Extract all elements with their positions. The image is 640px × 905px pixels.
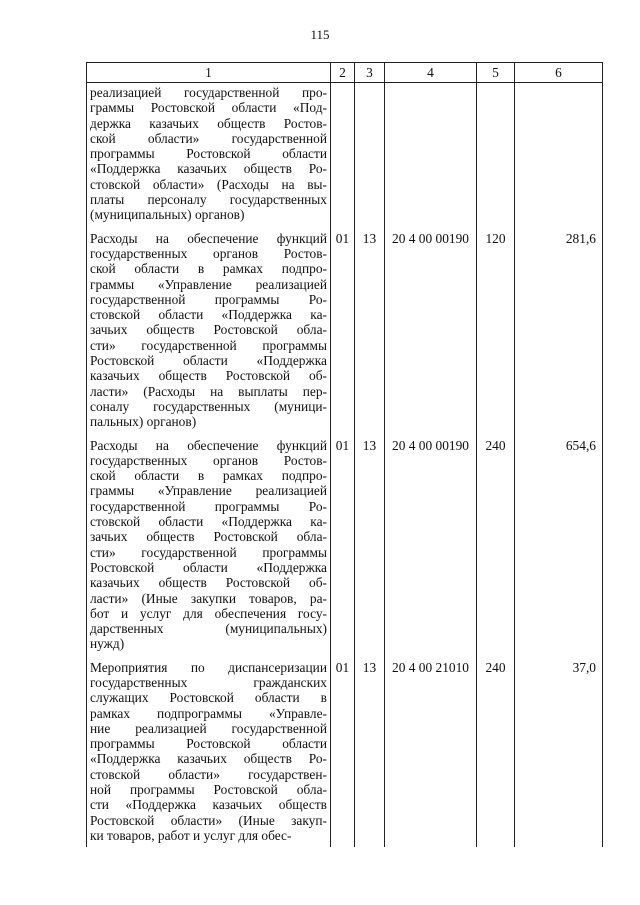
section-code: 01 (331, 660, 355, 848)
header-row (87, 63, 603, 83)
section-code: 01 (331, 231, 355, 438)
header-cell-2: 2 (331, 63, 355, 83)
description-line: платы персоналу государственных (90, 192, 327, 208)
header-cell-5: 5 (477, 63, 515, 83)
description-line: граммы «Управление реализацией (90, 483, 327, 499)
expense-type-code: 120 (477, 231, 515, 438)
description-line: сти» государственной программы (90, 544, 327, 560)
description-line: государственных гражданских (90, 674, 327, 690)
description-line: соналу государственных (муници- (90, 398, 327, 414)
description-line: Мероприятия по диспансеризации (90, 659, 327, 675)
row-description (87, 660, 331, 848)
table-row (87, 231, 603, 438)
description-line: программы Ростовской области (90, 146, 327, 162)
description-line: бот и услуг для обеспечения госу- (90, 605, 327, 621)
description-line: ской области» государственной (90, 130, 327, 146)
expense-type-code (477, 83, 515, 231)
description-line: реализацией государственной про- (90, 85, 327, 100)
description-line: стовской области «Поддержка ка- (90, 514, 327, 530)
target-article-code: 20 4 00 21010 (385, 660, 477, 848)
description-line: стовской области «Поддержка ка- (90, 307, 327, 323)
amount (515, 83, 603, 231)
description-line: держка казачьих обществ Ростов- (90, 115, 327, 131)
description-line: зачьих обществ Ростовской обла- (90, 529, 327, 545)
description-line: стовской области» (Расходы на вы- (90, 176, 327, 192)
amount: 654,6 (515, 438, 603, 660)
description-line: Расходы на обеспечение функций (90, 437, 327, 453)
description-line: государственных органов Ростов- (90, 245, 327, 261)
table-row (87, 438, 603, 660)
row-description (87, 83, 331, 231)
subsection-code: 13 (355, 231, 385, 438)
row-description (87, 231, 331, 438)
description-line: пальных) органов) (90, 414, 197, 430)
budget-table (86, 62, 603, 847)
table-row (87, 660, 603, 848)
description-line: сти «Поддержка казачьих обществ (90, 797, 327, 813)
description-line: Ростовской области «Поддержка (90, 353, 327, 369)
description-line: ной программы Ростовской обла- (90, 782, 327, 798)
header-cell-4: 4 (385, 63, 477, 83)
table-row (87, 83, 603, 231)
target-article-code: 20 4 00 00190 (385, 438, 477, 660)
description-line: Ростовской области» (Иные закуп- (90, 812, 327, 828)
description-line: сти» государственной программы (90, 337, 327, 353)
description-line: граммы «Управление реализацией (90, 276, 327, 292)
description-line: граммы Ростовской области «Под- (90, 100, 327, 116)
subsection-code: 13 (355, 660, 385, 848)
target-article-code (385, 83, 477, 231)
description-line: нужд) (90, 636, 125, 652)
description-line: рамках подпрограммы «Управле- (90, 705, 327, 721)
amount: 37,0 (515, 660, 603, 848)
description-line: ласти» (Иные закупки товаров, ра- (90, 590, 327, 606)
description-line: казачьих обществ Ростовской об- (90, 575, 327, 591)
description-line: ласти» (Расходы на выплаты пер- (90, 383, 327, 399)
description-line: зачьих обществ Ростовской обла- (90, 322, 327, 338)
description-line: стовской области» государствен- (90, 766, 327, 782)
description-line: «Поддержка казачьих обществ Ро- (90, 751, 327, 767)
expense-type-code: 240 (477, 438, 515, 660)
description-line: Расходы на обеспечение функций (90, 230, 327, 246)
description-line: казачьих обществ Ростовской об- (90, 368, 327, 384)
description-line: государственной программы Ро- (90, 498, 327, 514)
subsection-code: 13 (355, 438, 385, 660)
description-line: ской области в рамках подпро- (90, 261, 327, 277)
description-line: программы Ростовской области (90, 736, 327, 752)
header-cell-3: 3 (355, 63, 385, 83)
description-line: «Поддержка казачьих обществ Ро- (90, 161, 327, 177)
description-line: (муниципальных) органов) (90, 207, 245, 223)
row-description (87, 438, 331, 660)
description-line: ской области в рамках подпро- (90, 468, 327, 484)
description-line: государственной программы Ро- (90, 291, 327, 307)
expense-type-code: 240 (477, 660, 515, 848)
header-cell-6: 6 (515, 63, 603, 83)
subsection-code (355, 83, 385, 231)
section-code: 01 (331, 438, 355, 660)
description-line: ки товаров, работ и услуг для обес- (90, 827, 292, 843)
amount: 281,6 (515, 231, 603, 438)
description-line: Ростовской области «Поддержка (90, 559, 327, 575)
section-code (331, 83, 355, 231)
description-line: дарственных (муниципальных) (90, 621, 327, 637)
description-line: ние реализацией государственной (90, 720, 327, 736)
header-cell-1: 1 (87, 63, 331, 83)
page-number: 115 (310, 27, 330, 42)
description-line: государственных органов Ростов- (90, 452, 327, 468)
description-line: служащих Ростовской области в (90, 690, 327, 706)
target-article-code: 20 4 00 00190 (385, 231, 477, 438)
